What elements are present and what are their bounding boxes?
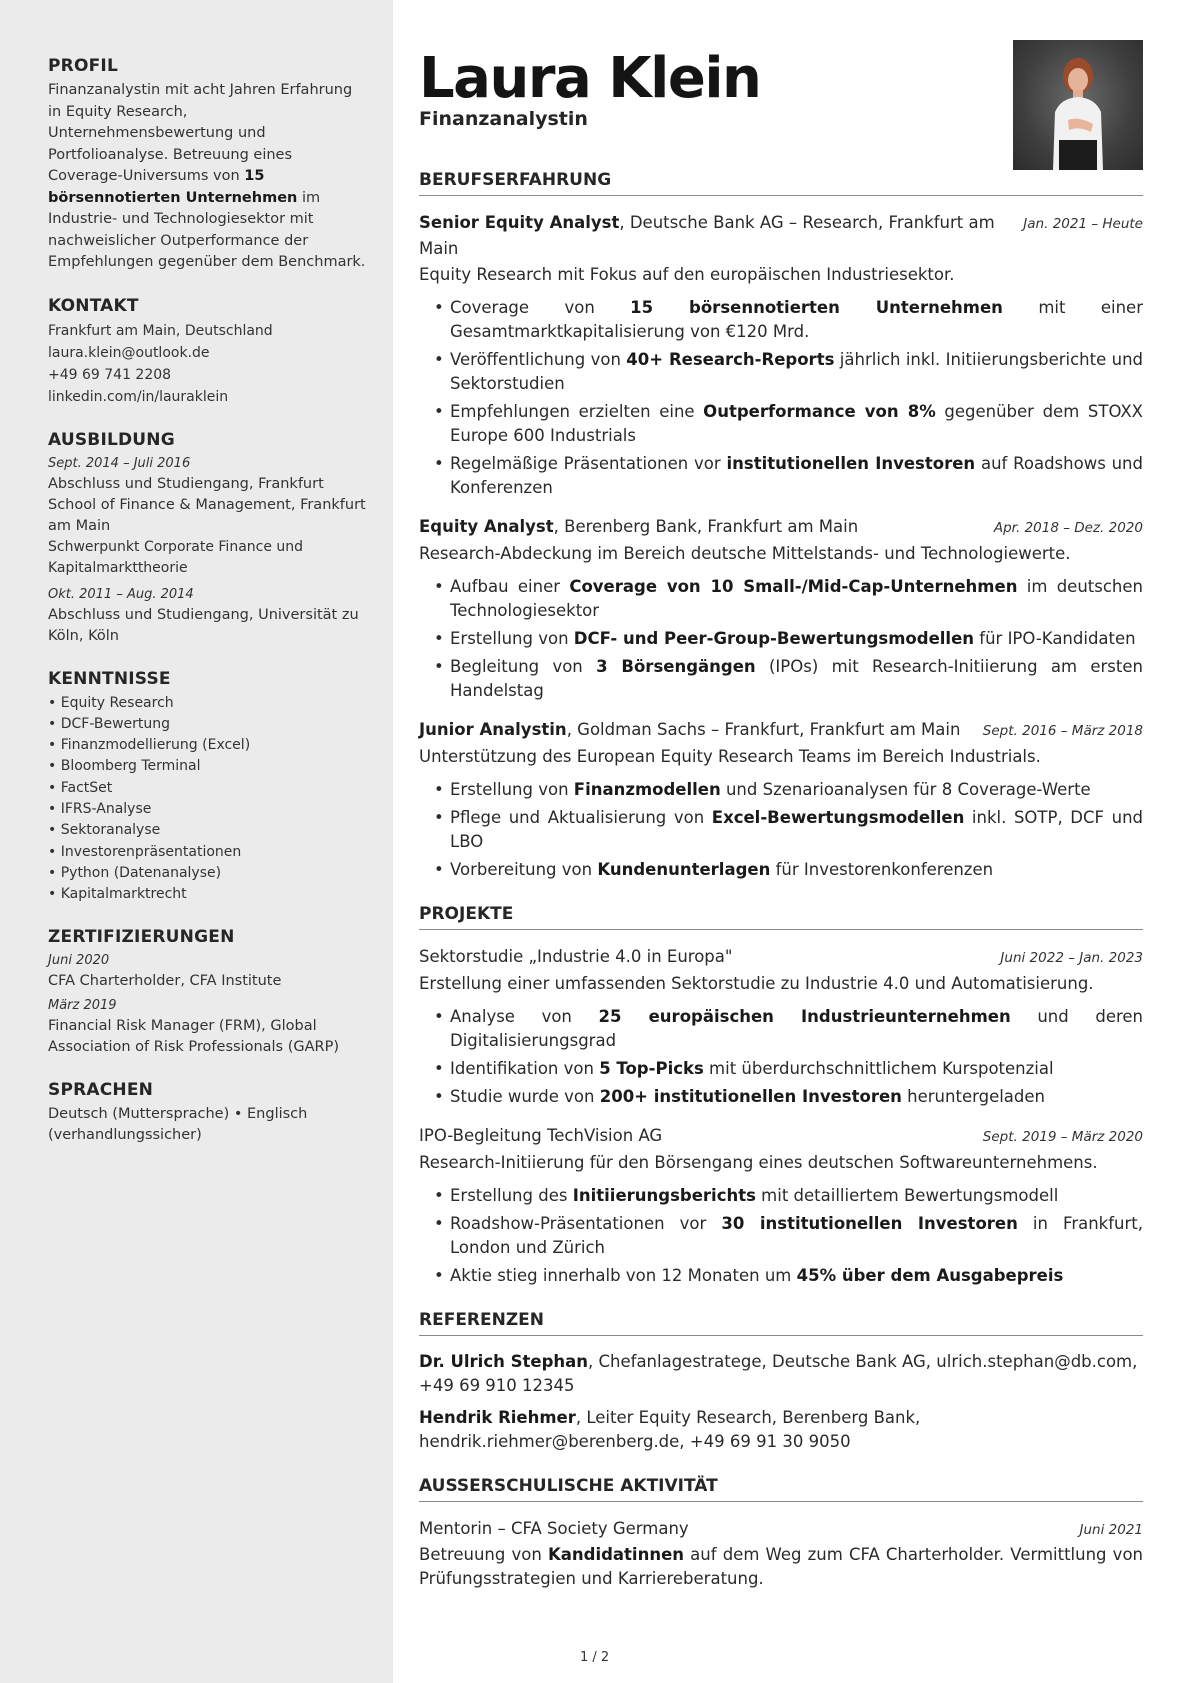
contact-email-link[interactable]: laura.klein@outlook.de — [48, 344, 210, 361]
references-section — [419, 1310, 1143, 1454]
education-focus: Schwerpunkt Corporate Finance und Kapitalmarkttheorie — [48, 538, 304, 576]
list-item: • Roadshow-Präsentationen vor 30 institutionellen Investoren in Frankfurt, London und Zürich — [434, 1212, 1143, 1260]
reference-entry: Dr. Ulrich Stephan, Chefanlagestratege, Deutsche Bank AG, ulrich.stephan@db.com, +49 69 910 12345 — [419, 1352, 1138, 1395]
entry-title: Senior Equity Analyst, Deutsche Bank AG – Research, Frankfurt am Main — [419, 213, 995, 258]
entry-summary: Research-Initiierung für den Börsengang eines deutschen Softwareunternehmens. — [419, 1153, 1098, 1172]
skill-item: • Kapitalmarktrecht — [48, 884, 367, 905]
activity-entry — [419, 1516, 1143, 1591]
projects-heading: PROJEKTE — [419, 904, 1143, 930]
resume-header — [419, 0, 1143, 170]
skill-item: • Bloomberg Terminal — [48, 756, 367, 777]
experience-entry — [419, 210, 1143, 500]
entry-summary: Erstellung einer umfassenden Sektorstudie zu Industrie 4.0 und Automatisierung. — [419, 974, 1094, 993]
experience-section — [419, 170, 1143, 882]
languages-section — [48, 1080, 367, 1146]
languages-text: Deutsch (Muttersprache) • Englisch (verhandlungssicher) — [48, 1106, 308, 1144]
profile-photo-image — [1013, 40, 1143, 170]
entry-date: Jan. 2021 – Heute — [1023, 216, 1143, 232]
experience-entry — [419, 717, 1143, 882]
entry-summary: Unterstützung des European Equity Research Teams im Bereich Industrials. — [419, 747, 1041, 766]
list-item: • Pflege und Aktualisierung von Excel-Bewertungsmodellen inkl. SOTP, DCF und LBO — [434, 806, 1143, 854]
sidebar — [0, 0, 393, 1683]
list-item: • Erstellung des Initiierungsberichts mit detailliertem Bewertungsmodell — [434, 1184, 1143, 1208]
candidate-name: Laura Klein — [419, 46, 761, 111]
contact-location: Frankfurt am Main, Deutschland — [48, 322, 273, 339]
certification-date: März 2019 — [48, 998, 117, 1014]
list-item: • Studie wurde von 200+ institutionellen Investoren heruntergeladen — [434, 1085, 1143, 1109]
list-item: • Regelmäßige Präsentationen vor institutionellen Investoren auf Roadshows und Konferenzen — [434, 452, 1143, 500]
list-item: • Begleitung von 3 Börsengängen (IPOs) mit Research-Initiierung am ersten Handelstag — [434, 655, 1143, 703]
entry-date: Sept. 2016 – März 2018 — [982, 723, 1143, 739]
skill-item: • FactSet — [48, 778, 367, 799]
education-degree: Abschluss und Studiengang, Frankfurt School of Finance & Management, Frankfurt am Main — [48, 475, 366, 534]
profile-text: Finanzanalystin mit acht Jahren Erfahrung in Equity Research, Unternehmensbewertung und Portfolioanalyse. Betreuung eines Coverage-Universums von 15 börsennotierten Unternehmen im Industrie- und Technologiesektor mit nachweislicher Outperformance der Empfehlungen gegenüber dem Benchmark. — [48, 82, 366, 270]
main-content — [419, 0, 1143, 1605]
list-item: • Aktie stieg innerhalb von 12 Monaten um 45% über dem Ausgabepreis — [434, 1264, 1143, 1288]
education-degree: Abschluss und Studiengang, Universität zu Köln, Köln — [48, 606, 359, 644]
certification-date: Juni 2020 — [48, 953, 110, 969]
list-item: • Empfehlungen erzielten eine Outperformance von 8% gegenüber dem STOXX Europe 600 Industrials — [434, 400, 1143, 448]
education-date: Okt. 2011 – Aug. 2014 — [48, 586, 194, 602]
list-item: • Erstellung von DCF- und Peer-Group-Bewertungsmodellen für IPO-Kandidaten — [434, 627, 1143, 651]
entry-title: Junior Analystin, Goldman Sachs – Frankfurt, Frankfurt am Main — [419, 720, 961, 739]
projects-section — [419, 904, 1143, 1288]
list-item: • Aufbau einer Coverage von 10 Small-/Mid-Cap-Unternehmen im deutschen Technologiesektor — [434, 575, 1143, 623]
references-heading: REFERENZEN — [419, 1310, 1143, 1336]
candidate-title: Finanzanalystin — [419, 108, 588, 130]
list-item: • Erstellung von Finanzmodellen und Szenarioanalysen für 8 Coverage-Werte — [434, 778, 1143, 802]
activities-section — [419, 1476, 1143, 1591]
entry-date: Juni 2021 — [1079, 1522, 1143, 1538]
education-date: Sept. 2014 – Juli 2016 — [48, 455, 191, 471]
list-item: • Analyse von 25 europäischen Industrieunternehmen und deren Digitalisierungsgrad — [434, 1005, 1143, 1053]
education-section — [48, 430, 367, 647]
certification-name: Financial Risk Manager (FRM), Global Association of Risk Professionals (GARP) — [48, 1018, 340, 1056]
list-item: • Veröffentlichung von 40+ Research-Reports jährlich inkl. Initiierungsberichte und Sektorstudien — [434, 348, 1143, 396]
list-item: • Identifikation von 5 Top-Picks mit überdurchschnittlichem Kurspotenzial — [434, 1057, 1143, 1081]
certification-name: CFA Charterholder, CFA Institute — [48, 973, 282, 990]
entry-date: Apr. 2018 – Dez. 2020 — [993, 520, 1143, 536]
contact-linkedin-link[interactable]: linkedin.com/in/lauraklein — [48, 388, 229, 405]
experience-entry — [419, 514, 1143, 703]
profile-heading: PROFIL — [48, 56, 118, 76]
skill-item: • Equity Research — [48, 693, 367, 714]
experience-heading: BERUFSERFAHRUNG — [419, 170, 1143, 196]
skill-item: • Python (Datenanalyse) — [48, 863, 367, 884]
activities-heading: AUSSERSCHULISCHE AKTIVITÄT — [419, 1476, 1143, 1502]
certifications-heading: ZERTIFIZIERUNGEN — [48, 927, 235, 948]
entry-title: Mentorin – CFA Society Germany — [419, 1519, 689, 1538]
contact-phone: +49 69 741 2208 — [48, 366, 172, 383]
skill-item: • DCF-Bewertung — [48, 714, 367, 735]
skills-section — [48, 669, 367, 906]
profile-photo — [1013, 40, 1143, 170]
languages-heading: SPRACHEN — [48, 1080, 154, 1101]
entry-date: Sept. 2019 – März 2020 — [982, 1129, 1143, 1145]
skill-item: • Finanzmodellierung (Excel) — [48, 735, 367, 756]
project-entry — [419, 944, 1143, 1109]
reference-entry: Hendrik Riehmer, Leiter Equity Research, Berenberg Bank, hendrik.riehmer@berenberg.de, +49 69 91 30 9050 — [419, 1408, 921, 1451]
entry-date: Juni 2022 – Jan. 2023 — [1000, 950, 1143, 966]
education-heading: AUSBILDUNG — [48, 429, 175, 450]
entry-title: IPO-Begleitung TechVision AG — [419, 1126, 663, 1145]
skill-item: • IFRS-Analyse — [48, 799, 367, 820]
contact-section — [48, 296, 367, 408]
contact-heading: KONTAKT — [48, 295, 139, 316]
entry-summary: Research-Abdeckung im Bereich deutsche Mittelstands- und Technologiewerte. — [419, 544, 1071, 563]
list-item: • Vorbereitung von Kundenunterlagen für Investorenkonferenzen — [434, 858, 1143, 882]
profile-section — [48, 56, 367, 274]
page-number: 1 / 2 — [580, 1650, 610, 1665]
skill-item: • Sektoranalyse — [48, 820, 367, 841]
entry-summary: Equity Research mit Fokus auf den europäischen Industriesektor. — [419, 265, 955, 284]
entry-title: Sektorstudie „Industrie 4.0 in Europa" — [419, 947, 733, 966]
activity-description: Betreuung von Kandidatinnen auf dem Weg zum CFA Charterholder. Vermittlung von Prüfungsstrategien und Karriereberatung. — [419, 1545, 1143, 1588]
skills-heading: KENNTNISSE — [48, 668, 171, 689]
skill-item: • Investorenpräsentationen — [48, 842, 367, 863]
certifications-section — [48, 927, 367, 1058]
project-entry — [419, 1123, 1143, 1288]
list-item: • Coverage von 15 börsennotierten Unternehmen mit einer Gesamtmarktkapitalisierung von €120 Mrd. — [434, 296, 1143, 344]
entry-title: Equity Analyst, Berenberg Bank, Frankfurt am Main — [419, 517, 859, 536]
